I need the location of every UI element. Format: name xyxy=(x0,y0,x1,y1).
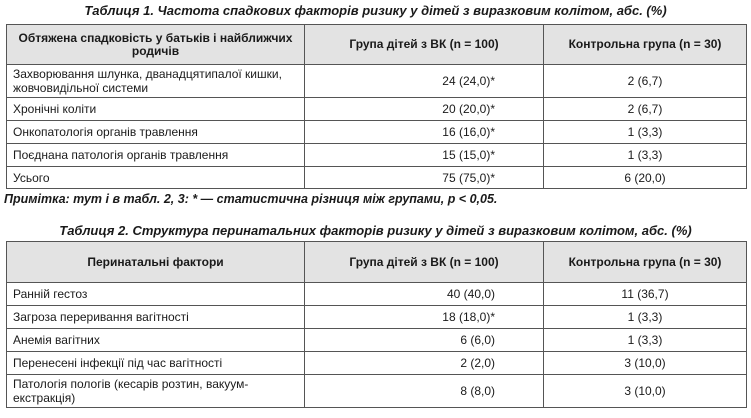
table-row xyxy=(7,144,747,167)
control-value: 3 (10,0) xyxy=(544,375,747,408)
row-label: Перенесені інфекції під час вагітності xyxy=(7,352,305,375)
row-label: Анемія вагітних xyxy=(7,329,305,352)
table2-caption: Таблиця 2. Структура перинатальних факторів ризику у дітей з виразковим колітом, абс. (%) xyxy=(59,223,692,238)
vk-value: 18 (18,0)* xyxy=(305,306,544,329)
control-value: 11 (36,7) xyxy=(544,283,747,306)
vk-value: 8 (8,0) xyxy=(305,375,544,408)
table-row xyxy=(7,65,747,98)
control-value: 1 (3,3) xyxy=(544,144,747,167)
vk-value: 2 (2,0) xyxy=(305,352,544,375)
table-row xyxy=(7,283,747,306)
row-label: Загроза переривання вагітності xyxy=(7,306,305,329)
control-value: 2 (6,7) xyxy=(544,98,747,121)
table-row-total xyxy=(7,167,747,189)
table-row xyxy=(7,121,747,144)
row-label: Ранній гестоз xyxy=(7,283,305,306)
row-label: Усього xyxy=(7,167,305,189)
table-row xyxy=(7,352,747,375)
vk-value: 24 (24,0)* xyxy=(305,65,544,98)
column-header-perinatal: Перинатальні фактори xyxy=(7,242,305,283)
vk-value: 75 (75,0)* xyxy=(305,167,544,189)
vk-value: 20 (20,0)* xyxy=(305,98,544,121)
table-row xyxy=(7,329,747,352)
vk-value: 16 (16,0)* xyxy=(305,121,544,144)
table2-perinatal-factors xyxy=(6,241,747,408)
column-header-control-group: Контрольна група (n = 30) xyxy=(544,25,747,65)
control-value: 1 (3,3) xyxy=(544,306,747,329)
row-label: Поєднана патологія органів травлення xyxy=(7,144,305,167)
control-value: 6 (20,0) xyxy=(544,167,747,189)
control-value: 1 (3,3) xyxy=(544,329,747,352)
vk-value: 6 (6,0) xyxy=(305,329,544,352)
column-header-vk-group: Група дітей з ВК (n = 100) xyxy=(305,242,544,283)
table2-header-row xyxy=(7,242,747,283)
row-label: Патологія пологів (кесарів розтин, вакуум-екстракція) xyxy=(7,375,305,408)
control-value: 1 (3,3) xyxy=(544,121,747,144)
table1-caption: Таблиця 1. Частота спадкових факторів ризику у дітей з виразковим колітом, абс. (%) xyxy=(84,3,667,18)
column-header-vk-group: Група дітей з ВК (n = 100) xyxy=(305,25,544,65)
table1-header-row xyxy=(7,25,747,65)
table-row xyxy=(7,306,747,329)
column-header-hereditary: Обтяжена спадковість у батьків і найближчих родичів xyxy=(7,25,305,65)
row-label: Захворювання шлунка, дванадцятипалої кишки, жовчовидільної системи xyxy=(7,65,305,98)
table-row xyxy=(7,98,747,121)
row-label: Хронічні коліти xyxy=(7,98,305,121)
row-label: Онкопатологія органів травлення xyxy=(7,121,305,144)
control-value: 3 (10,0) xyxy=(544,352,747,375)
column-header-control-group: Контрольна група (n = 30) xyxy=(544,242,747,283)
table1-hereditary-factors xyxy=(6,24,747,189)
table-row xyxy=(7,375,747,408)
vk-value: 15 (15,0)* xyxy=(305,144,544,167)
vk-value: 40 (40,0) xyxy=(305,283,544,306)
control-value: 2 (6,7) xyxy=(544,65,747,98)
table-note: Примітка: тут і в табл. 2, 3: * — статистична різниця між групами, р < 0,05. xyxy=(4,192,498,206)
